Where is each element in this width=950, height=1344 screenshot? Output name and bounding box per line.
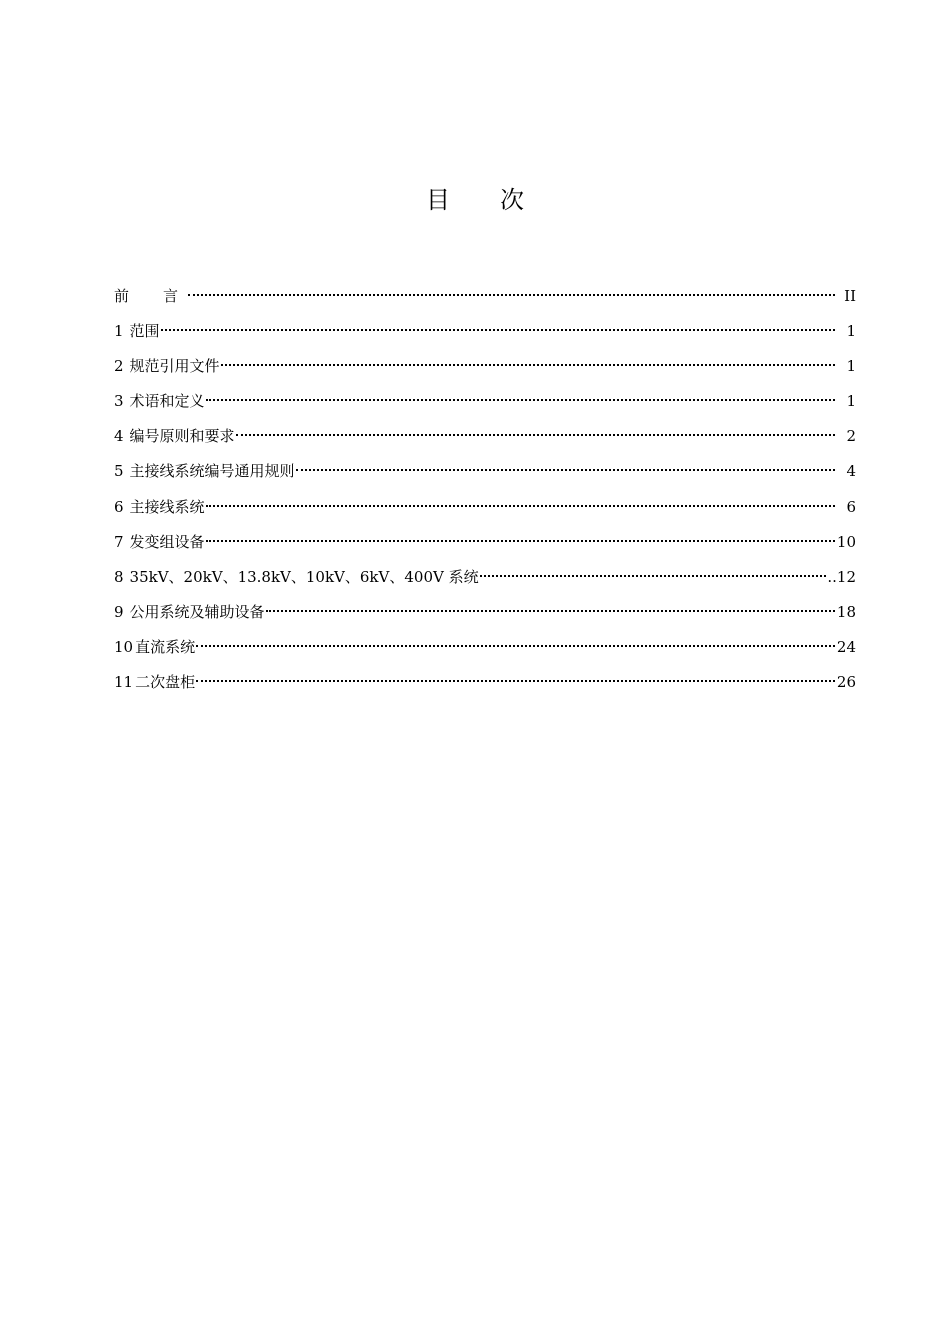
toc-preface-char-left: 前 — [114, 287, 130, 305]
toc-page-number: 18 — [836, 602, 856, 621]
toc-leader — [266, 610, 835, 612]
toc-leader — [196, 680, 835, 682]
toc-leader — [236, 434, 835, 436]
toc-leader — [206, 540, 835, 542]
toc-page-number: 2 — [846, 427, 856, 446]
toc-section-number: 11 — [114, 673, 134, 692]
toc-section-title: 范围 — [129, 322, 160, 341]
toc-page-number: 10 — [836, 532, 856, 551]
toc-leader — [196, 645, 835, 647]
toc-row[interactable] — [114, 560, 856, 595]
toc-section-title: 公用系统及辅助设备 — [129, 602, 265, 621]
toc-page-number: ..12 — [827, 567, 856, 586]
toc-section-title: 主接线系统 — [129, 497, 205, 516]
toc-leader — [206, 399, 835, 401]
page-title — [0, 182, 950, 218]
toc-row[interactable] — [114, 665, 856, 700]
toc-leader — [221, 364, 835, 366]
toc-row[interactable] — [114, 595, 856, 630]
toc-page-number: 6 — [846, 497, 856, 516]
toc-section-number: 7 — [114, 532, 124, 551]
toc-leader — [296, 469, 835, 471]
toc-page-number: 4 — [846, 462, 856, 481]
toc-section-title: 二次盘柜 — [135, 673, 196, 692]
toc-section-title: 编号原则和要求 — [129, 427, 235, 446]
toc-row[interactable] — [114, 525, 856, 560]
toc-leader — [206, 505, 835, 507]
toc-leader — [161, 329, 835, 331]
toc-section-number: 6 — [114, 497, 124, 516]
toc-section-number: 5 — [114, 462, 124, 481]
toc-section-title: 直流系统 — [135, 637, 196, 656]
toc-row[interactable] — [114, 490, 856, 525]
toc-section-number: 1 — [114, 322, 124, 341]
toc-row[interactable] — [114, 630, 856, 665]
toc-page-number: 26 — [836, 673, 856, 692]
toc-section-title: 35kV、20kV、13.8kV、10kV、6kV、400V 系统 — [129, 567, 479, 586]
toc-page-number: 1 — [846, 357, 856, 376]
toc-page-number: 24 — [836, 637, 856, 656]
toc-section-number: 8 — [114, 567, 124, 586]
toc-leader — [188, 294, 835, 296]
toc-section-number: 10 — [114, 637, 134, 656]
toc-row-preface[interactable] — [114, 279, 856, 314]
toc-section-number: 4 — [114, 427, 124, 446]
toc-section-number: 9 — [114, 602, 124, 621]
toc-page-number: 1 — [846, 392, 856, 411]
toc-section-title: 发变组设备 — [129, 532, 205, 551]
toc-row[interactable] — [114, 349, 856, 384]
toc-section-number: 2 — [114, 357, 124, 376]
toc-row[interactable] — [114, 419, 856, 454]
table-of-contents — [114, 279, 856, 700]
toc-section-title: 主接线系统编号通用规则 — [129, 462, 295, 481]
toc-page-number: II — [844, 287, 856, 305]
toc-section-title: 术语和定义 — [129, 392, 205, 411]
toc-section-number: 3 — [114, 392, 124, 411]
toc-page-number: 1 — [846, 322, 856, 341]
toc-row[interactable] — [114, 384, 856, 419]
toc-row[interactable] — [114, 454, 856, 489]
toc-preface-label — [114, 279, 178, 314]
toc-section-title: 规范引用文件 — [129, 357, 220, 376]
toc-preface-char-right: 言 — [163, 287, 179, 305]
toc-row[interactable] — [114, 314, 856, 349]
title-char-left: 目 — [426, 186, 450, 214]
title-char-right: 次 — [500, 186, 524, 214]
toc-leader — [480, 575, 827, 577]
